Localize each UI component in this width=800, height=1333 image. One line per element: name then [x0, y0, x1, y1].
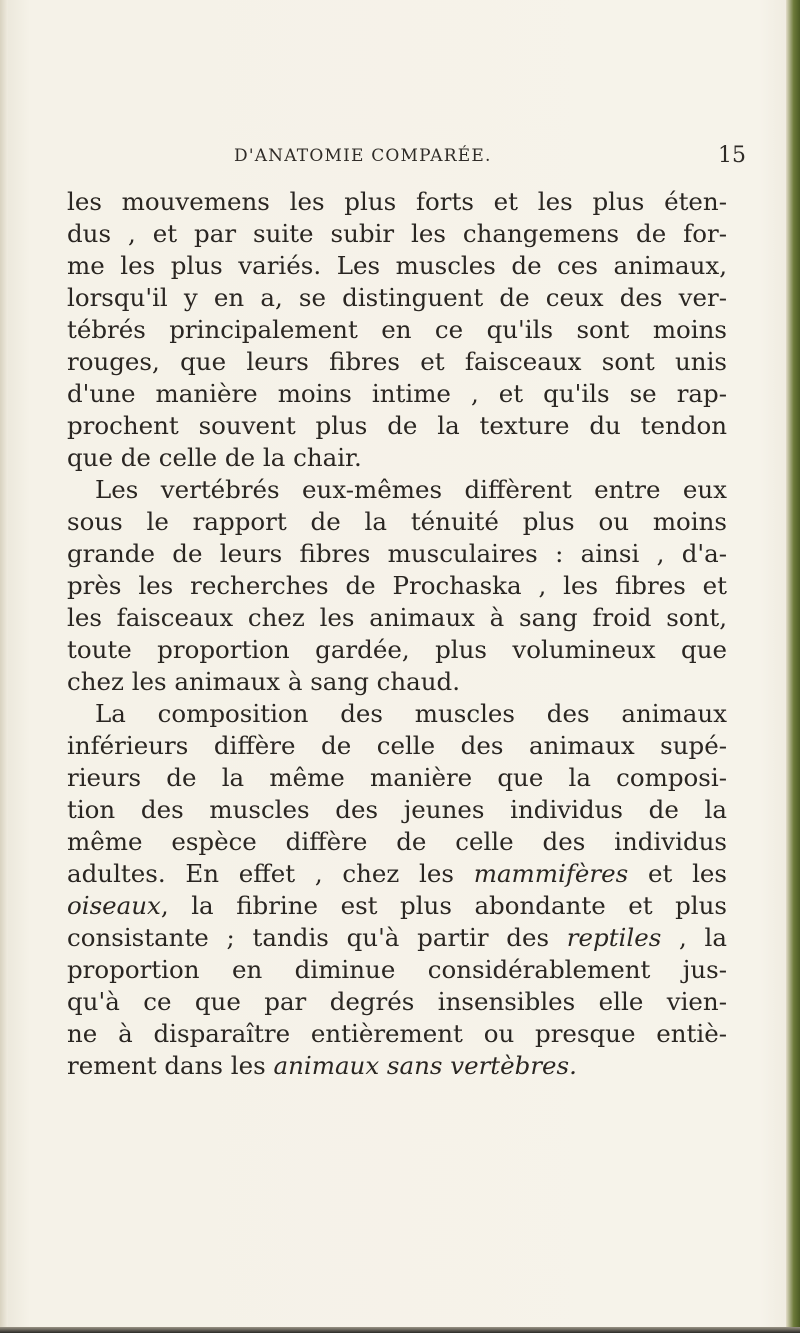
text-segment: adultes. En effet , chez les: [67, 859, 474, 888]
italic-term: animaux sans vertèbres.: [273, 1051, 577, 1080]
text-line: [67, 826, 727, 858]
text-line: [67, 666, 727, 698]
italic-term: reptiles: [566, 923, 662, 952]
text-segment: même espèce diffère de celle des individus: [67, 827, 727, 856]
page-right-edge: [786, 0, 800, 1333]
text-segment: lorsqu'il y en a, se distinguent de ceux des ver-: [67, 283, 727, 312]
text-line: [67, 858, 727, 890]
text-line: [67, 218, 727, 250]
page-number: 15: [718, 143, 746, 168]
text-segment: La composition des muscles des animaux: [95, 699, 727, 728]
text-line: [67, 698, 727, 730]
running-head: D'ANATOMIE COMPARÉE.: [234, 146, 492, 166]
text-segment: Les vertébrés eux-mêmes diffèrent entre eux: [95, 475, 727, 504]
text-segment: grande de leurs fibres musculaires : ainsi , d'a-: [67, 539, 727, 568]
text-segment: ne à disparaître entièrement ou presque entiè-: [67, 1019, 727, 1048]
text-segment: tion des muscles des jeunes individus de la: [67, 795, 727, 824]
text-line: [67, 794, 727, 826]
text-segment: toute proportion gardée, plus volumineux que: [67, 635, 727, 664]
text-segment: consistante ; tandis qu'à partir des: [67, 923, 567, 952]
page-header: [0, 143, 800, 176]
text-segment: me les plus variés. Les muscles de ces animaux,: [67, 251, 727, 280]
text-line: [67, 186, 727, 218]
text-line: [67, 954, 727, 986]
text-segment: rieurs de la même manière que la composi-: [67, 763, 727, 792]
text-segment: proportion en diminue considérablement jus-: [67, 955, 727, 984]
text-line: [67, 474, 727, 506]
text-line: [67, 922, 727, 954]
text-line: [67, 890, 727, 922]
text-line: [67, 986, 727, 1018]
text-segment: prochent souvent plus de la texture du tendon: [67, 411, 727, 440]
text-segment: dus , et par suite subir les changemens de for-: [67, 219, 727, 248]
text-line: [67, 1018, 727, 1050]
text-line: [67, 410, 727, 442]
text-line: [67, 346, 727, 378]
text-segment: qu'à ce que par degrés insensibles elle vien-: [67, 987, 727, 1016]
text-segment: que de celle de la chair.: [67, 443, 362, 472]
text-line: [67, 1050, 727, 1082]
text-line: [67, 250, 727, 282]
text-segment: chez les animaux à sang chaud.: [67, 667, 461, 696]
text-line: [67, 762, 727, 794]
text-segment: sous le rapport de la ténuité plus ou moins: [67, 507, 727, 536]
text-line: [67, 634, 727, 666]
text-segment: inférieurs diffère de celle des animaux supé-: [67, 731, 727, 760]
text-line: [67, 730, 727, 762]
text-segment: rement dans les: [67, 1051, 274, 1080]
text-line: [67, 282, 727, 314]
italic-term: oiseaux: [67, 891, 161, 920]
text-line: [67, 378, 727, 410]
text-segment: et les: [628, 859, 727, 888]
text-segment: rouges, que leurs fibres et faisceaux sont unis: [67, 347, 727, 376]
text-segment: les faisceaux chez les animaux à sang froid sont,: [67, 603, 727, 632]
text-segment: les mouvemens les plus forts et les plus éten-: [67, 187, 727, 216]
text-segment: tébrés principalement en ce qu'ils sont moins: [67, 315, 727, 344]
text-line: [67, 602, 727, 634]
text-line: [67, 314, 727, 346]
text-segment: , la fibrine est plus abondante et plus: [160, 891, 727, 920]
text-segment: , la: [661, 923, 727, 952]
page-left-edge: [0, 0, 8, 1333]
text-segment: près les recherches de Prochaska , les fibres et: [67, 571, 727, 600]
italic-term: mammifères: [473, 859, 629, 888]
text-segment: d'une manière moins intime , et qu'ils se rap-: [67, 379, 727, 408]
text-line: [67, 506, 727, 538]
text-line: [67, 442, 727, 474]
text-line: [67, 570, 727, 602]
page-bottom-edge: [0, 1327, 800, 1333]
body-text: [67, 186, 727, 1082]
text-line: [67, 538, 727, 570]
